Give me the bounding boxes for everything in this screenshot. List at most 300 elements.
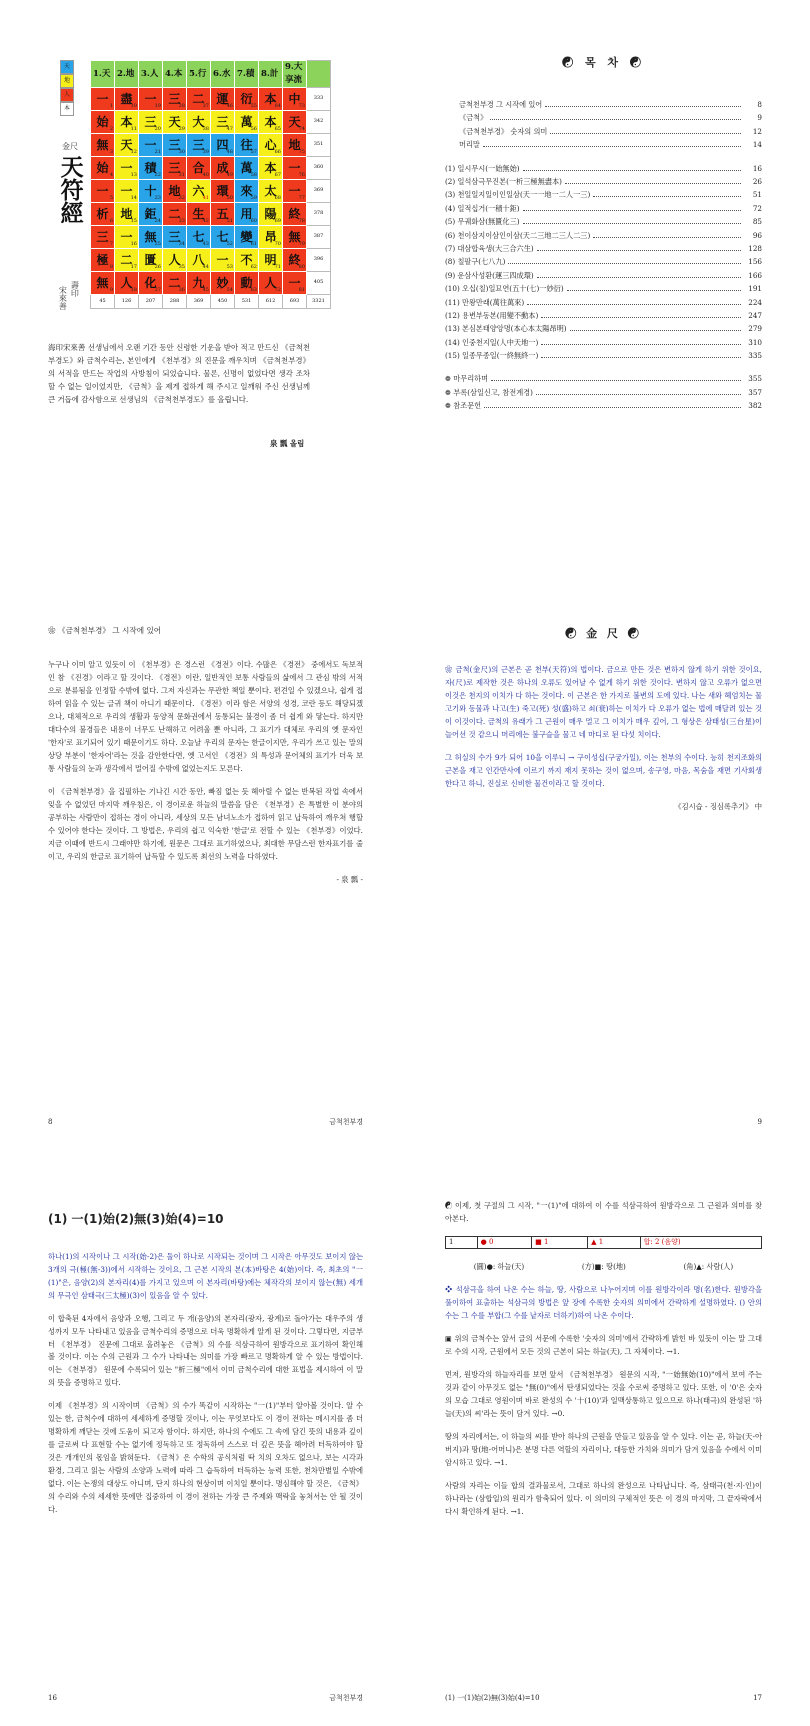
grid-char: 六	[192, 184, 205, 199]
grid-header: 7.積	[235, 61, 259, 88]
grid-char: 化	[144, 276, 157, 291]
toc-entry[interactable]	[445, 337, 762, 350]
toc-entry[interactable]	[445, 323, 762, 336]
grid-cell	[211, 272, 235, 295]
column-total: 126	[115, 295, 139, 309]
calc-table	[445, 1236, 762, 1249]
grid-number: 74	[298, 125, 305, 132]
toc-entry[interactable]	[445, 256, 762, 269]
toc-label: (9) 운삼사성환(運三四成環)	[445, 270, 534, 280]
grid-char: 始	[96, 161, 109, 176]
grid-cell	[235, 111, 259, 134]
grid-number: 48	[226, 148, 233, 155]
grid-char: 人	[264, 276, 277, 291]
grid-char: 一	[120, 230, 133, 245]
grid-char: 無	[96, 276, 109, 291]
calc-cell: ● 0	[477, 1236, 532, 1248]
paragraph: ❀ 금척(金尺)의 근본은 곧 천부(天符)의 법이다. 금으로 만든 것은 변하지 않게 하기 위한 것이요, 자(尺)로 제작한 것은 하나의 오류도 있어날 수 없게 하기 위한 것이다. 변하지 않고 오류가 없으면 이것은 천지의 이치가 다 하는 것이다. 이 근본은 한 가지로 불변의 도에 있다. 나는 새와 헤엄치는 물고기와 동물과 나고(生) 죽고(死) 성(盛)하고 쇠(衰)하는 이치가 다 오류가 없는 법에 매달려 있는 것이 이것이다. 금척의 유래가 그 근원이 매우 멀고 그 이치가 매우 깊어, 그 형상은 삼태성(三台星)이 늘어선 것 같으니 머리에는 불구슬을 물고 네 마디로 된 다섯 치이다.	[445, 665, 762, 739]
grid-number: 31	[178, 171, 185, 178]
grid-char: 天	[120, 138, 133, 153]
grid-number: 26	[154, 263, 161, 270]
grid-cell	[139, 134, 163, 157]
toc-label: (1) 일시무시(一始無始)	[445, 163, 520, 173]
calc-cell: 합: 2 (음양)	[640, 1236, 761, 1248]
toc-label: 금척천부경 그 시작에 있어	[459, 100, 543, 110]
grid-table	[90, 60, 331, 309]
toc-entry[interactable]	[445, 283, 762, 296]
grid-header: 3.人	[139, 61, 163, 88]
toc-entry[interactable]	[445, 243, 762, 256]
row-total: 405	[307, 272, 331, 295]
toc-page	[405, 0, 810, 575]
toc-leader	[536, 394, 741, 395]
grid-cell	[163, 226, 187, 249]
column-total: 3321	[307, 295, 331, 309]
grid-cell	[211, 88, 235, 111]
grid-number: 54	[226, 286, 233, 293]
grid-number: 81	[298, 286, 305, 293]
grid-char: 妙	[216, 276, 229, 291]
row-total: 360	[307, 157, 331, 180]
spread-1	[0, 0, 810, 575]
grid-char: 成	[216, 161, 229, 176]
row-total: 387	[307, 226, 331, 249]
grid-char: 始	[96, 115, 109, 130]
grid-number: 43	[202, 240, 209, 247]
toc-leader	[523, 170, 741, 171]
toc-entry[interactable]	[445, 310, 762, 323]
paragraph: 이 《금척천부경》을 집필하는 기나긴 시간 동안, 빠짐 없는 듯 헤아릴 수 없는 반복된 작업 속에서 잊을 수 없었던 마지막 깨우침은, 이 경이로운 하늘의 말씀을 담은 《천부경》은 특별한 이 분야의 공부하는 사람만이 접하는 경이 아니라, 세상의 모든 남녀노소가 접하여 읽고 납득하여 깨우쳐 행할 수 있어야 한다는 것이다. 그 방법은, 우리의 쉽고 익숙한 '한글'로 전할 수 있는 《천부경》이었다. 지금 이때에 반드시 그래야만 하기에, 원문은 그대로 표기하였으나, 최대한 무담스런 한자표기를 줄이고, 우리의 한글로 표기하여 납득할 수 있도록 최선의 노력을 다하였다.	[48, 786, 363, 861]
grid-char: 一	[96, 184, 109, 199]
grid-char: 終	[288, 207, 301, 222]
grid-number: 23	[154, 194, 161, 201]
page-footer	[48, 1693, 363, 1704]
grid-cell	[211, 111, 235, 134]
row-total: 351	[307, 134, 331, 157]
grid-header: 8.計	[259, 61, 283, 88]
author-1: 宋來善	[58, 286, 68, 310]
grid-header: 1.天	[91, 61, 115, 88]
grid-number: 71	[274, 263, 281, 270]
grid-number: 52	[226, 240, 233, 247]
toc-leader	[593, 196, 741, 197]
toc-leader	[483, 146, 741, 147]
toc-gap	[445, 363, 762, 373]
grid-header: 2.地	[115, 61, 139, 88]
grid-cell	[259, 249, 283, 272]
grid-number: 16	[130, 240, 137, 247]
paragraph: 하나(1)의 시작이나 그 시작(始-2)은 둘이 하나로 시작되는 것이며 그 시작은 아무것도 보이지 않는 3개의 극(極(無-3))에서 시작하는 것이요, 그 근본 시작의 본(本)바탕은 4(始)이다. 즉, 최초의 "一(1)"은, 음양(2)의 본자리(4)를 가지고 있으며 이 본자리(바탕)에는 체작각의 보이지 않는(無) 세개의 무극인 삼태극(三太極)(3)이 있음을 알 수 있다.	[48, 1251, 363, 1300]
grid-number: 60	[250, 217, 257, 224]
toc-leader	[527, 304, 741, 305]
grid-char: 無	[96, 138, 109, 153]
page-8	[0, 575, 405, 1150]
grid-number: 33	[178, 217, 185, 224]
grid-number: 18	[130, 286, 137, 293]
toc-page: 224	[748, 297, 762, 307]
grid-char: 八	[192, 253, 205, 268]
grid-cell	[283, 111, 307, 134]
grid-char: 極	[96, 253, 109, 268]
grid-char: 合	[192, 161, 205, 176]
title-small: 金尺	[62, 142, 78, 151]
toc-page: 335	[748, 351, 762, 361]
grid-char: 人	[120, 276, 133, 291]
row-total: 396	[307, 249, 331, 272]
toc-page: 279	[748, 324, 762, 334]
grid-number: 44	[202, 263, 209, 270]
toc-entry[interactable]	[445, 216, 762, 229]
grid-char: 地	[120, 207, 133, 222]
toc-leader	[550, 133, 741, 134]
preface-text: 海印宋來善 선생님에서 오랜 기간 동안 신령한 기운을 받아 적고 만드신 《금척천부경도》와 금척수리는, 본인에게 《천부경》의 진문을 깨우치며 《금척천부경》의 서적을 만드는 작업의 사방침이 되었습니다. 물론, 신명이 없었다면 생각 조차할 수 없는 일이었지만, 《금척》을 제게 접하게 해 주시고 일깨워 주신 선생님께 큰 거듭에 감사함으로 선생님의 《금척천부경도》를 올립니다.	[48, 343, 310, 404]
grid-number: 56	[250, 125, 257, 132]
grid-corner	[307, 61, 331, 88]
kind-heaven: (圓)●: 하늘(天)	[473, 1261, 525, 1271]
grid-number: 14	[130, 194, 137, 201]
grid-char: 一	[120, 161, 133, 176]
toc-entry[interactable]	[445, 99, 762, 112]
toc-leader	[593, 237, 741, 238]
grid-header: 6.水	[211, 61, 235, 88]
grid-cell	[211, 134, 235, 157]
grid-char: 一	[120, 184, 133, 199]
grid-char: 積	[144, 161, 157, 176]
grid-number: 5	[109, 194, 113, 201]
toc-leader	[565, 183, 741, 184]
grid-cell	[139, 272, 163, 295]
toc-entry[interactable]	[445, 139, 762, 152]
title-big: 天符經	[56, 155, 84, 225]
section-heading: ☯ 金 尺 ☯	[565, 627, 642, 640]
grid-cell	[259, 226, 283, 249]
paragraph: 먼저, 원방각의 하늘자리를 보면 앞서 《금척천부경》 원문의 시작, "一始無始(10)"에서 보여 주는 것과 같이 아무것도 없는 "無(0)"에서 탄생되었다는 것을 수로써 증명하고 있다. 또한, 이 '0'은 숫자의 모습 그대로 영원이며 바로 완성의 수 '十(10)'과 일맥상통하고 있으므로 하나(태극)의 완성된 '하늘(天)의 씨'라는 뜻이 담겨 있다. →0.	[445, 1369, 762, 1418]
page-16	[0, 1150, 405, 1726]
grid-char: 十	[144, 184, 157, 199]
grid-cell	[283, 203, 307, 226]
grid-number: 53	[226, 263, 233, 270]
calc-cell: ▲ 1	[588, 1236, 641, 1248]
toc-label: (7) 대삼합육생(大三合六生)	[445, 243, 534, 253]
toc-page: 382	[748, 401, 762, 411]
toc-leader	[523, 210, 741, 211]
grid-char: 鉅	[144, 207, 157, 222]
toc-entry[interactable]	[445, 297, 762, 310]
grid-cell	[163, 203, 187, 226]
grid-char: 心	[264, 138, 277, 153]
grid-cell	[259, 272, 283, 295]
grid-char: 一	[288, 184, 301, 199]
toc-entry[interactable]	[445, 126, 762, 139]
grid-char: 本	[264, 115, 277, 130]
grid-number: 22	[154, 171, 161, 178]
toc-page: 12	[752, 126, 762, 136]
toc-label: (6) 천이삼지이삼인이삼(天二三地二三人二三)	[445, 230, 591, 240]
grid-cell	[91, 111, 115, 134]
grid-number: 3	[109, 148, 113, 155]
grid-number: 57	[250, 148, 257, 155]
grid-number: 51	[226, 217, 233, 224]
grid-char: 太	[264, 184, 277, 199]
toc-label: (3) 천일일지일이인일삼(天一一地一二人一三)	[445, 190, 591, 200]
grid-char: 動	[240, 276, 253, 291]
grid-char: 二	[120, 253, 133, 268]
grid-cell	[211, 249, 235, 272]
grid-cell	[259, 180, 283, 203]
toc-leader	[541, 357, 741, 358]
grid-cell	[235, 272, 259, 295]
grid-char: 變	[240, 230, 253, 245]
toc-leader	[490, 119, 741, 120]
legend-column	[60, 60, 74, 116]
spread-2	[0, 575, 810, 1150]
grid-number: 66	[274, 148, 281, 155]
toc-page: 26	[752, 177, 762, 186]
grid-cell	[187, 272, 211, 295]
grid-number: 47	[226, 125, 233, 132]
legend-earth: 地	[60, 74, 74, 88]
toc-label: (8) 칠팔구(七八九)	[445, 257, 506, 267]
grid-cell	[115, 88, 139, 111]
toc-entry[interactable]	[445, 270, 762, 283]
paragraph: 이제 《천부경》의 시작이며 《금척》의 수가 똑같이 시작하는 "一(1)"부터 알아볼 것이다. 알 수 있는 한, 금척수에 대하여 세세하게 증명할 것이나, 이는 무엇보다도 이 경이 전하는 메시지를 좀 더 명확하게 깨닫는 것에 도움이 되고자 함이다. 하지만, 하나의 수에도 그 속에 담긴 뜻의 내용과 깊이를 글로써 다 표현할 수는 없기에 정독하고 또 정독하여 스스로 더 깊은 뜻을 헤아려 터득하여야 할 것은 개개인의 몫임을 밝혀둔다. 《금척》은 수학의 공식처럼 딱 치의 오차도 없으나, 보는 시각과 환경, 그리고 읽는 사람의 소양과 노력에 따라 그 습득하여 터득하는 능력 또한, 천차만별일 수밖에 없다. 이는 논쟁의 대상도 아니며, 단지 하나의 현상이며 이치일 뿐이다. 명심해야 할 것은, 《금척》의 수리와 수의 세세한 뜻에만 집중하여 이 경이 전하는 가장 큰 주제와 맥락을 놓쳐서는 안 될 것이다.	[48, 1401, 363, 1515]
toc-page: 85	[752, 217, 762, 227]
legend-heaven: 天	[60, 60, 74, 74]
grid-char: 萬	[240, 115, 253, 130]
grid-cell	[283, 226, 307, 249]
toc-entry[interactable]	[445, 203, 762, 216]
grid-char: 三	[192, 138, 205, 153]
toc-entry[interactable]	[445, 176, 762, 189]
legend-root: 本	[60, 102, 74, 116]
grid-number: 61	[250, 240, 257, 247]
row-total: 378	[307, 203, 331, 226]
grid-cell	[187, 249, 211, 272]
calc-cell: ■ 1	[532, 1236, 588, 1248]
toc-label: (5) 무궤화삼(無匱化三)	[445, 217, 520, 227]
grid-cell	[115, 180, 139, 203]
running-title: 금척천부경	[329, 1694, 363, 1703]
grid-number: 45	[202, 286, 209, 293]
toc-label: ❁ 부록(삼일신고, 참전계경)	[445, 387, 533, 397]
grid-cell	[115, 134, 139, 157]
book-title	[56, 141, 84, 224]
grid-cell	[187, 111, 211, 134]
grid-number: 75	[298, 148, 305, 155]
grid-char: 三	[144, 115, 157, 130]
grid-number: 37	[202, 102, 209, 109]
grid-char: 二	[168, 276, 181, 291]
grid-number: 63	[250, 286, 257, 293]
grid-char: 一	[288, 161, 301, 176]
grid-number: 9	[109, 286, 113, 293]
grid-cell	[235, 88, 259, 111]
grid-number: 34	[178, 240, 185, 247]
toc-leader	[537, 277, 741, 278]
grid-number: 65	[274, 125, 281, 132]
grid-cell	[283, 134, 307, 157]
toc-entry[interactable]	[445, 112, 762, 125]
grid-number: 2	[109, 125, 113, 132]
grid-char: 無	[144, 230, 157, 245]
grid-char: 一	[288, 276, 301, 291]
grid-char: 本	[264, 92, 277, 107]
page-number: 8	[48, 1118, 53, 1127]
grid-cell	[235, 180, 259, 203]
grid-char: 三	[216, 115, 229, 130]
grid-char: 運	[216, 92, 229, 107]
toc-label: ❁ 참조문헌	[445, 401, 482, 411]
toc-page: 72	[752, 203, 762, 213]
toc-entry[interactable]	[445, 387, 762, 400]
grid-char: 用	[240, 207, 253, 222]
grid-char: 不	[240, 253, 253, 268]
grid-char: 四	[216, 138, 229, 153]
grid-cell	[91, 134, 115, 157]
grid-cell	[91, 226, 115, 249]
grid-number: 15	[130, 217, 137, 224]
grid-cell	[259, 203, 283, 226]
grid-char: 五	[216, 207, 229, 222]
grid-number: 69	[274, 217, 281, 224]
toc-leader	[491, 380, 741, 381]
grid-number: 4	[109, 171, 113, 178]
grid-char: 一	[144, 92, 157, 107]
grid-cell	[283, 88, 307, 111]
toc-entry[interactable]	[445, 189, 762, 202]
grid-cell	[139, 203, 163, 226]
grid-cell	[187, 203, 211, 226]
grid-number: 36	[178, 286, 185, 293]
toc-page: 51	[752, 190, 762, 200]
grid-char: 來	[240, 184, 253, 199]
grid-number: 7	[109, 240, 113, 247]
preface-signature: 泉 瓢 올림	[270, 439, 305, 448]
author-2: 壽印	[70, 281, 80, 297]
paragraph: 누구나 이미 알고 있듯이 이 《천부경》은 경스런 《경전》이다. 수많은 《경전》 중에서도 독보적인 참 《진경》이라고 할 것이다. 《경전》이란, 일반적인 보통 사람들의 삶에서 그 관심 밖의 서적으로 분류됨을 인정할 수밖에 없다. 그저 자신과는 무관한 책일 뿐이다. 편견일 수 있겠으나, 쉽게 접하여 읽을 수 있는 글귀 책이 아니기 때문이다. 《경전》이라 함은 서양의 성경, 코란 등도 해당되겠으나, 대체적으로 우리의 생활과 동양적 문화권에서 동통되는 불경이 좀 더 쉽게 와 닿는다. 하지만 대다수의 불경들은 내용이 너무도 난해하고 어려울 뿐 아니라, 그 표기가 대체로 우리의 옛 문자인 '한자'로 표기되어 있기 때문이기도 하다. 오늘날 우리의 문자는 한글이지만, 우리가 쓰고 있는 말의 상당 부분이 '한자어'라는 것을 감안한다면, 옛 고서인 《경전》의 특성과 문어체의 표기가 더욱 보통 사람들의 눈과 생각에서 멀어질 수밖에 없었는지도 모른다.	[48, 659, 363, 773]
grid-number: 21	[154, 148, 161, 155]
row-total: 369	[307, 180, 331, 203]
grid-cell	[139, 157, 163, 180]
signoff: - 泉 瓢 -	[336, 874, 363, 884]
column-total: 612	[259, 295, 283, 309]
grid-cell	[139, 88, 163, 111]
grid-cell	[139, 249, 163, 272]
grid-char: 七	[192, 230, 205, 245]
page-number: 9	[757, 1118, 762, 1127]
page-17	[405, 1150, 810, 1726]
toc-leader	[570, 330, 741, 331]
grid-number: 70	[274, 240, 281, 247]
grid-cell	[259, 134, 283, 157]
grid-number: 67	[274, 171, 281, 178]
grid-cell	[91, 272, 115, 295]
grid-cell	[259, 88, 283, 111]
column-total: 531	[235, 295, 259, 309]
grid-header: 5.行	[187, 61, 211, 88]
toc-label: (13) 본심본태양앙명(本心本太陽昂明)	[445, 324, 567, 334]
paragraph: ❖ 석삼극을 하여 나온 수는 하늘, 땅, 사람으로 나누어지며 이를 원방각이라 명(名)한다. 원방각을 풀이하여 표출하는 석삼극의 방법은 앞 장에 수록한 숫자의 의미에서 간략하게 설명하였다. () 안의 수는 그 수를 부합(그 수를 낱자로 더하기)하여 나온 수이다.	[445, 1284, 762, 1320]
grid-number: 58	[250, 171, 257, 178]
grid-char: 明	[264, 253, 277, 268]
row-total: 333	[307, 88, 331, 111]
grid-cell	[211, 203, 235, 226]
toc-entry[interactable]	[445, 350, 762, 363]
grid-cell	[259, 111, 283, 134]
grid-cell	[115, 226, 139, 249]
grid-char: 中	[288, 92, 301, 107]
paragraph: ▣ 위의 금척수는 앞서 글의 서문에 수록한 '숫자의 의미'에서 간략하게 밝힌 바 있듯이 이는 말 그대로 수의 시작, 근원에서 모든 것의 근본이 되는 하늘(天), 그 자체이다. →1.	[445, 1333, 762, 1356]
grid-number: 10	[130, 102, 137, 109]
column-total: 207	[139, 295, 163, 309]
grid-cell	[115, 203, 139, 226]
grid-number: 41	[202, 194, 209, 201]
paragraph: 땅의 자리에서는, 이 하늘의 씨를 받아 하나의 근원을 만들고 있음을 알 수 있다. 이는 곧, 하늘(天-아버지)과 땅(地-어머니)은 분명 다른 역할의 자리이나, 대등한 가치와 의미가 담겨 있음을 수에서 이미 암시하고 있다. →1.	[445, 1431, 762, 1467]
grid-cell	[163, 134, 187, 157]
grid-cell	[187, 157, 211, 180]
grid-number: 28	[178, 102, 185, 109]
grid-number: 62	[250, 263, 257, 270]
toc-entry[interactable]	[445, 230, 762, 243]
toc-page: 166	[748, 270, 762, 280]
grid-char: 盡	[120, 92, 133, 107]
grid-cell	[235, 203, 259, 226]
grid-page	[0, 0, 405, 575]
grid-cell	[91, 88, 115, 111]
toc-entry[interactable]	[445, 400, 762, 413]
grid-header: 9.大享流	[283, 61, 307, 88]
paragraph: 이 합축된 4자에서 음양과 오행, 그리고 두 개(음양)의 본자리(광자, 광계)로 돌아가는 대우주의 생성까지 모두 나타내고 있음을 금척수리의 증명으로 더욱 명확하게 알게 된 것이다. 그렇다면, 지금부터 《천부경》 진문에 그대로 올려놓은 《금척》의 수를 석삼극하여 원방각으로 표기하여 확인해 볼 것이다. 이는 수의 근원과 그 수가 나타내는 의미를 가장 빠르고 명확하게 알 수 있는 방법이다. 이는 《천부경》 원문에 수록되어 있는 "析三極"에서 이미 금척수리에 대한 표법을 제시하여 이 말의 뜻을 증명하고 있다.	[48, 1313, 363, 1388]
toc-leader	[567, 290, 741, 291]
grid-char: 往	[240, 138, 253, 153]
page-footer	[445, 1117, 762, 1128]
grid-cell	[163, 272, 187, 295]
grid-number: 6	[109, 217, 113, 224]
grid-cell	[115, 157, 139, 180]
column-total: 450	[211, 295, 235, 309]
toc-entry[interactable]	[445, 163, 762, 176]
grid-char: 昂	[264, 230, 277, 245]
toc-title: ☯ 목 차 ☯	[562, 56, 645, 69]
grid-char: 匱	[144, 253, 157, 268]
grid-cell	[91, 157, 115, 180]
grid-number: 79	[298, 240, 305, 247]
grid-cell	[115, 249, 139, 272]
column-total: 369	[187, 295, 211, 309]
grid-cell	[115, 272, 139, 295]
kind-earth: (方)■: 땅(地)	[581, 1261, 626, 1271]
page-number: 16	[48, 1694, 57, 1703]
kind-human: (角)▲: 사람(人)	[683, 1261, 734, 1271]
toc-label: 머리말	[459, 140, 480, 150]
grid-cell	[235, 226, 259, 249]
grid-cell	[163, 180, 187, 203]
grid-cell	[283, 157, 307, 180]
toc-label: (12) 용변부동본(用變不動本)	[445, 310, 539, 320]
grid-number: 73	[298, 102, 305, 109]
grid-char: 二	[168, 207, 181, 222]
toc-label: (14) 인중천지일(人中天地一)	[445, 337, 539, 347]
toc-page: 156	[748, 257, 762, 267]
grid-cell	[187, 180, 211, 203]
toc-label: (11) 만왕만래(萬往萬來)	[445, 297, 525, 307]
column-total: 45	[91, 295, 115, 309]
running-title: 금척천부경	[329, 1118, 363, 1127]
toc-entry[interactable]	[445, 373, 762, 386]
toc-label: 《금척천부경》 숫자의 의미	[459, 126, 548, 136]
grid-number: 72	[274, 286, 281, 293]
grid-char: 衍	[240, 92, 253, 107]
